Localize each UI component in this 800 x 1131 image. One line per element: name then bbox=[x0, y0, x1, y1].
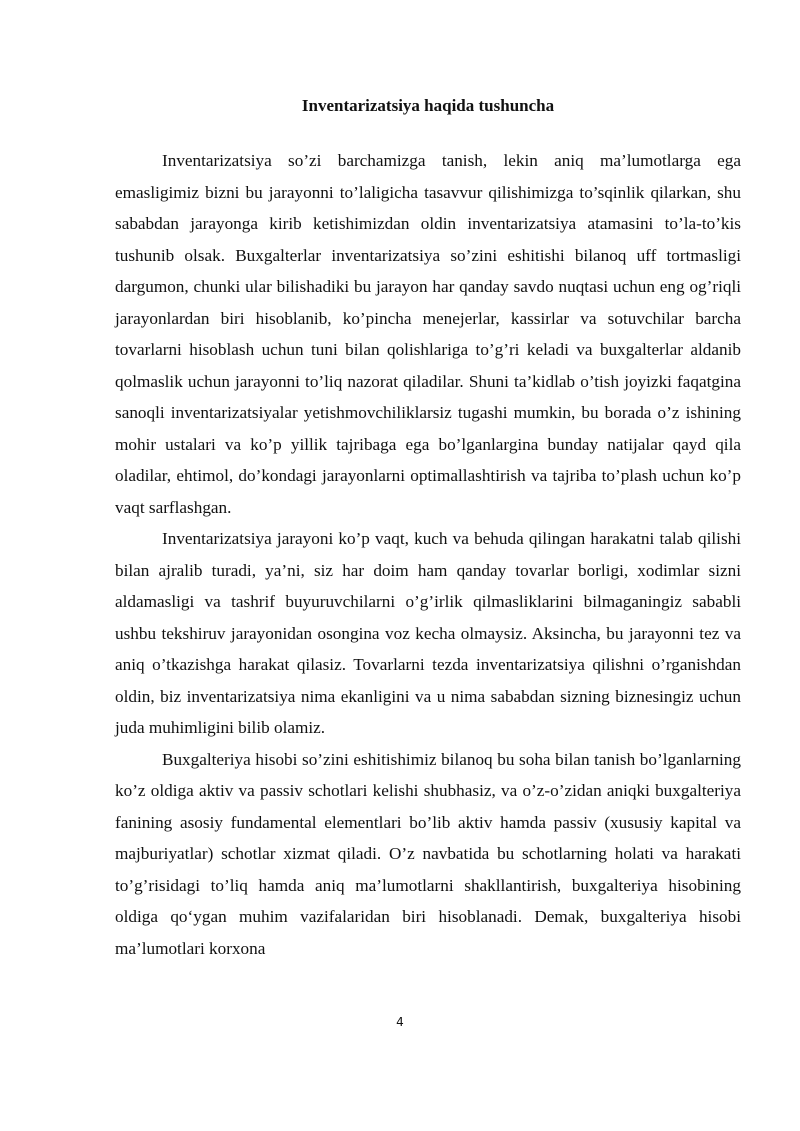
paragraph-3: Buxgalteriya hisobi so’zini eshitishimiz bilanoq bu soha bilan tanish bo’lganlarning ko’z oldiga aktiv va passiv schotlari kelishi shubhasiz, va o’z-o’zidan aniqki buxgalteriya fanining asosiy fundamental elementlari bo’lib aktiv hamda passiv (xususiy kapital va majburiyatlar) schotlar xizmat qiladi. O’z navbatida bu schotlarning holati va harakati to’g’risidagi to’liq hamda aniq ma’lumotlarni shakllantirish, buxgalteriya hisobining oldiga qo‘ygan muhim vazifalaridan biri hisoblanadi. Demak, buxgalteriya hisobi ma’lumotlari korxona bbox=[115, 749, 741, 958]
page-number: 4 bbox=[396, 1015, 404, 1029]
paragraph-2: Inventarizatsiya jarayoni ko’p vaqt, kuch va behuda qilingan harakatni talab qilishi bilan ajralib turadi, ya’ni, siz har doim ham qanday tovarlar borligi, xodimlar sizni aldamasligi va tashrif buyuruvchilarni o’g’irlik qilmasliklarini bilmaganingiz sababli ushbu tekshiruv jarayonidan osongina voz kecha olmaysiz. Aksincha, bu jarayonni tez va aniq o’tkazishga harakat qilasiz. Tovarlarni tezda inventarizatsiya qilishni o’rganishdan oldin, biz inventarizatsiya nima ekanligini va u nima sababdan sizning biznesingiz uchun juda muhimligini bilib olamiz. bbox=[115, 529, 741, 737]
page-title: Inventarizatsiya haqida tushuncha bbox=[301, 96, 555, 115]
document-body bbox=[115, 145, 741, 964]
paragraph-1: Inventarizatsiya so’zi barchamizga tanish, lekin aniq ma’lumotlarga ega emasligimiz bizni bu jarayonni to’laligicha tasavvur qilishimizga to’sqinlik qilarkan, shu sababdan jarayonga kirib ketishimizdan oldin inventarizatsiya atamasini to’la-to’kis tushunib olsak. Buxgalterlar inventarizatsiya so’zini eshitishi bilanoq uff tortmasligi dargumon, chunki ular bilishadiki bu jarayon har qanday savdo nuqtasi uchun eng og’riqli jarayonlardan biri hisoblanib, ko’pincha menejerlar, kassirlar va sotuvchilar barcha tovarlarni hisoblash uchun tuni bilan qolishlariga to’g’ri keladi va buxgalterlar aldanib qolmaslik uchun jarayonni to’liq nazorat qiladilar. Shuni ta’kidlab o’tish joyizki faqatgina sanoqli inventarizatsiyalar yetishmovchiliklarsiz tugashi mumkin, bu borada o’z ishining mohir ustalari va ko’p yillik tajribaga ega bo’lganlargina bunday natijalar qayd qila oladilar, ehtimol, do’kondagi jarayonlarni optimallashtirish va tajriba to’plash uchun ko’p vaqt sarflashgan. bbox=[115, 151, 741, 517]
